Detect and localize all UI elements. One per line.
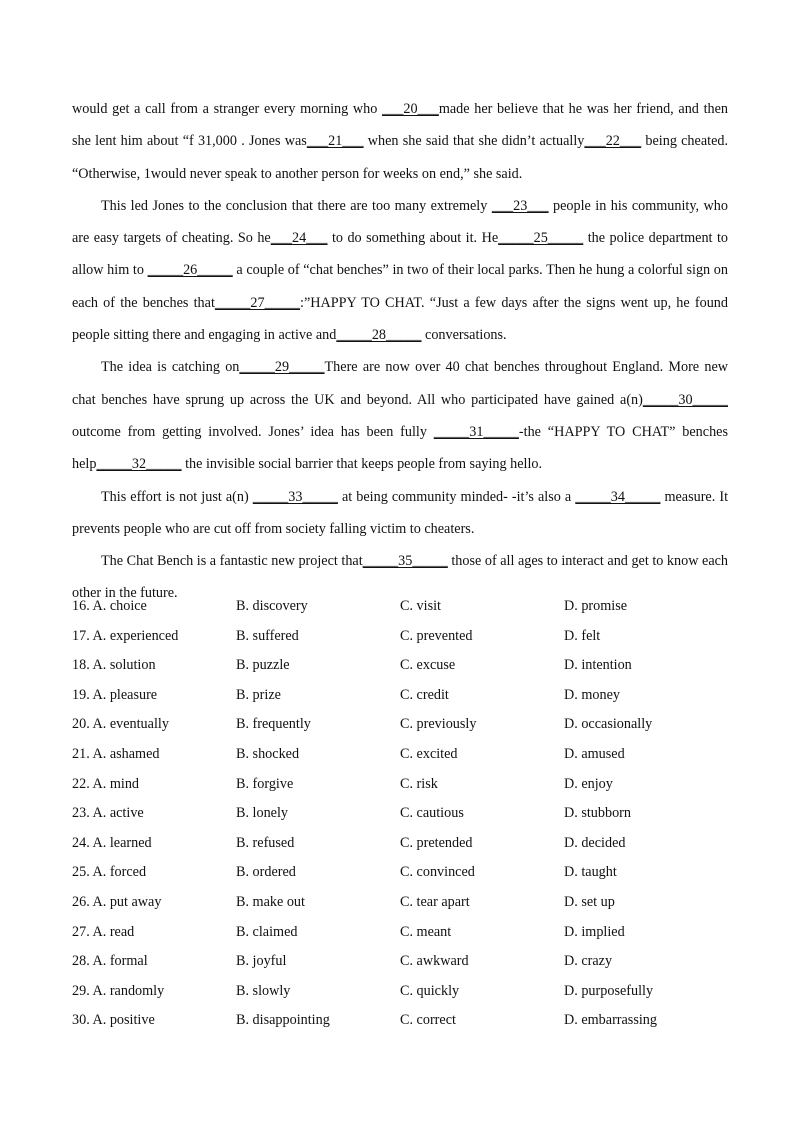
- blank-32: _____32_____: [96, 456, 182, 473]
- blank-25: _____25_____: [498, 230, 584, 247]
- passage-text: at being community minded- -it’s also a: [337, 488, 576, 505]
- option-c: C. meant: [400, 923, 452, 940]
- option-d: D. stubborn: [564, 805, 631, 822]
- blank-20: ___20___: [382, 101, 439, 117]
- passage-text: the police department to allow him to: [72, 230, 728, 279]
- passage-text: made her believe that he was her friend, and then she lent him about “f 31,000 . Jones was: [72, 101, 728, 150]
- cloze-passage: [72, 93, 728, 610]
- option-b: B. refused: [236, 834, 295, 851]
- option-d: D. money: [564, 686, 620, 703]
- option-c: C. correct: [400, 1012, 456, 1029]
- passage-text: a couple of “chat benches” in two of their local parks. Then he hung a colorful sign on each of the benches that: [72, 262, 728, 311]
- option-a: 29. A. randomly: [72, 982, 165, 999]
- option-a: 17. A. experienced: [72, 627, 179, 644]
- passage-text: The Chat Bench is a fantastic new project that: [101, 553, 363, 570]
- blank-27: _____27_____: [214, 294, 301, 311]
- question-30-options: [72, 1006, 772, 1036]
- passage-text: This effort is not just a(n): [101, 488, 253, 505]
- option-a: 24. A. learned: [72, 834, 152, 851]
- passage-text: people in his community, who are easy targets of cheating. So he: [72, 197, 728, 247]
- option-b: B. lonely: [236, 805, 289, 822]
- blank-26: _____26_____: [147, 262, 233, 279]
- option-b: B. joyful: [236, 953, 287, 970]
- option-d: D. occasionally: [564, 716, 653, 733]
- option-d: D. taught: [564, 864, 617, 881]
- option-a: 19. A. pleasure: [72, 686, 158, 703]
- option-c: C. credit: [400, 686, 449, 703]
- question-26-options: [72, 888, 772, 918]
- passage-text: being cheated. “Otherwise, 1would never speak to another person for weeks on end,” she said.: [72, 133, 729, 182]
- blank-34: _____34_____: [575, 488, 661, 505]
- option-d: D. purposefully: [564, 982, 654, 999]
- option-c: C. tear apart: [400, 893, 470, 910]
- question-22-options: [72, 770, 772, 800]
- passage-text: -the “HAPPY TO CHAT” benches help: [72, 423, 728, 473]
- passage-text: to do something about it. He: [327, 230, 499, 247]
- paragraph-3: [72, 351, 728, 480]
- option-c: C. previously: [400, 716, 477, 733]
- option-a: 30. A. positive: [72, 1012, 155, 1029]
- blank-33: _____33_____: [252, 488, 338, 505]
- option-d: D. enjoy: [564, 775, 613, 792]
- option-a: 23. A. active: [72, 805, 144, 822]
- option-a: 26. A. put away: [72, 893, 162, 910]
- blank-24: ___24___: [270, 230, 328, 247]
- blank-23: ___23___: [491, 197, 549, 214]
- option-b: B. claimed: [236, 923, 298, 940]
- question-24-options: [72, 829, 772, 859]
- blank-28: _____28_____: [336, 327, 422, 344]
- question-17-options: [72, 622, 772, 652]
- option-c: C. excited: [400, 745, 458, 762]
- option-b: B. puzzle: [236, 657, 290, 674]
- option-a: 25. A. forced: [72, 864, 147, 881]
- option-d: D. set up: [564, 893, 615, 910]
- option-a: 27. A. read: [72, 923, 135, 940]
- question-16-options: [72, 592, 772, 622]
- option-a: 22. A. mind: [72, 775, 140, 792]
- option-c: C. quickly: [400, 982, 460, 999]
- option-c: C. prevented: [400, 627, 473, 644]
- blank-30: _____30_____: [642, 391, 728, 408]
- answer-options: [72, 592, 772, 1036]
- question-21-options: [72, 740, 772, 770]
- option-b: B. frequently: [236, 716, 311, 733]
- passage-text: There are now over 40 chat benches throughout England. More new chat benches have sprung up across the UK and beyond. All who participated have gained a(n): [72, 359, 728, 408]
- option-b: B. slowly: [236, 982, 291, 999]
- option-c: C. visit: [400, 598, 441, 614]
- option-c: C. cautious: [400, 805, 464, 822]
- question-28-options: [72, 947, 772, 977]
- blank-35: _____35_____: [362, 553, 448, 570]
- option-b: B. ordered: [236, 864, 296, 881]
- blank-21: ___21___: [306, 133, 364, 150]
- passage-text: those of all ages to interact and get to know each other in the future.: [72, 553, 729, 602]
- passage-text: This led Jones to the conclusion that there are too many extremely: [101, 197, 492, 214]
- option-c: C. awkward: [400, 953, 469, 970]
- option-d: D. embarrassing: [564, 1012, 657, 1029]
- question-19-options: [72, 681, 772, 711]
- blank-31: _____31_____: [433, 423, 519, 440]
- option-d: D. crazy: [564, 953, 613, 970]
- paragraph-2: [72, 190, 728, 351]
- option-d: D. felt: [564, 627, 601, 644]
- option-b: B. shocked: [236, 745, 300, 762]
- option-b: B. make out: [236, 893, 305, 910]
- passage-text: measure. It prevents people who are cut off from society falling victim to cheaters.: [72, 488, 729, 537]
- question-29-options: [72, 977, 772, 1007]
- blank-29: _____29_____: [239, 359, 325, 376]
- paragraph-1: [72, 93, 728, 190]
- paragraph-4: [72, 481, 728, 546]
- option-a: 21. A. ashamed: [72, 745, 160, 762]
- question-18-options: [72, 651, 772, 681]
- option-b: B. suffered: [236, 627, 299, 644]
- option-d: D. implied: [564, 923, 625, 940]
- option-b: B. prize: [236, 686, 281, 703]
- passage-text: when she said that she didn’t actually: [363, 133, 585, 150]
- question-23-options: [72, 799, 772, 829]
- option-c: C. pretended: [400, 834, 473, 851]
- option-a: 18. A. solution: [72, 657, 156, 674]
- passage-text: The idea is catching on: [101, 359, 240, 376]
- option-d: D. intention: [564, 657, 632, 674]
- question-27-options: [72, 918, 772, 948]
- question-25-options: [72, 858, 772, 888]
- option-c: C. convinced: [400, 864, 475, 881]
- passage-text: outcome from getting involved. Jones’ idea has been fully: [72, 423, 434, 440]
- question-20-options: [72, 710, 772, 740]
- passage-text: would get a call from a stranger every morning who: [72, 101, 383, 117]
- passage-text: conversations.: [421, 327, 507, 344]
- option-b: B. disappointing: [236, 1012, 330, 1029]
- option-b: B. forgive: [236, 775, 294, 792]
- option-d: D. amused: [564, 745, 625, 762]
- option-b: B. discovery: [236, 598, 308, 614]
- passage-text: :”HAPPY TO CHAT. “Just a few days after the signs went up, he found people sitting there and engaging in active and: [72, 294, 728, 344]
- option-a: 16. A. choice: [72, 598, 147, 614]
- blank-22: ___22___: [584, 133, 642, 150]
- option-d: D. decided: [564, 834, 626, 851]
- option-a: 28. A. formal: [72, 953, 148, 970]
- option-c: C. excuse: [400, 657, 456, 674]
- option-c: C. risk: [400, 775, 438, 792]
- passage-text: the invisible social barrier that keeps people from saying hello.: [181, 456, 543, 473]
- option-d: D. promise: [564, 598, 628, 614]
- option-a: 20. A. eventually: [72, 716, 169, 733]
